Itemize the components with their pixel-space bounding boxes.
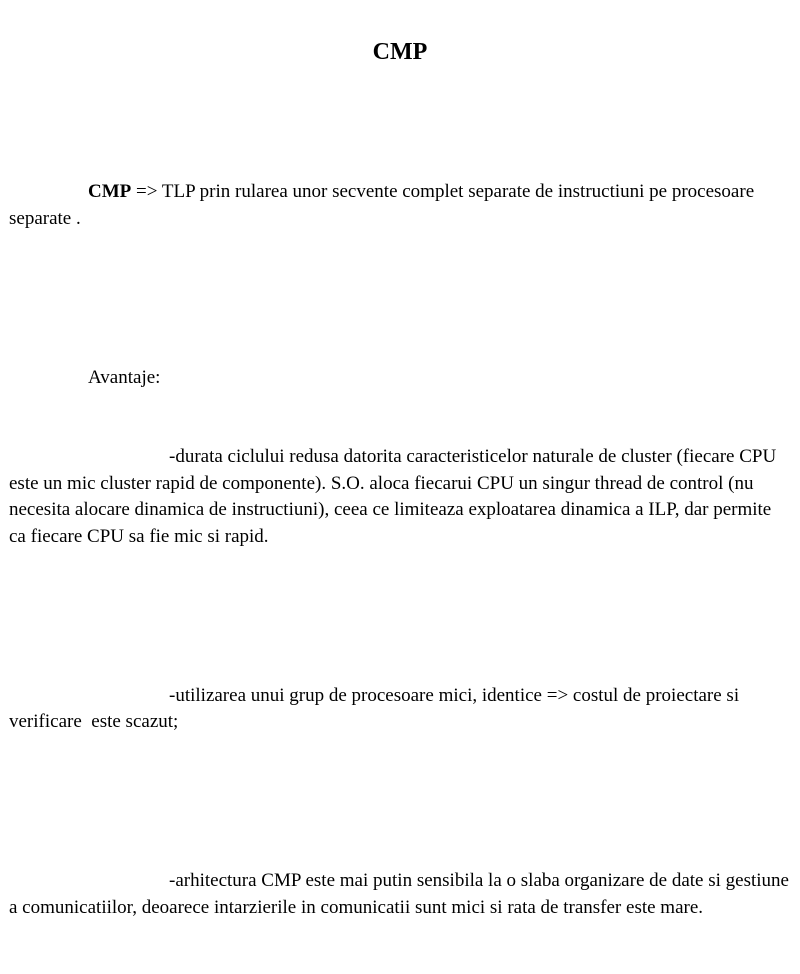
advantage-item-2-text: -utilizarea unui grup de procesoare mici, identice => costul de proiectare si verificare este scazut;: [9, 684, 744, 732]
intro-paragraph: [9, 179, 789, 232]
spacer: [9, 285, 789, 312]
spacer: [9, 603, 789, 630]
advantage-item-1-text: -durata ciclului redusa datorita caracteristicelor naturale de cluster (fiecare CPU este un mic cluster rapid de componente). S.O. aloca fiecarui CPU un singur thread de control (nu necesita alocare dinamica de instructiuni), ceea ce limiteaza exploatarea dinamica a ILP, dar permite ca fiecare CPU sa fie mic si rapid.: [9, 446, 781, 547]
advantage-item-1: [9, 444, 789, 550]
advantage-item-2: [9, 683, 789, 736]
advantage-item-3-text: -arhitectura CMP este mai putin sensibila la o slaba organizare de date si gestiune a comunicatiilor, deoarece intarzierile in comunicatii sunt mici si rata de transfer este mare.: [9, 870, 794, 918]
slide-title: CMP: [372, 39, 428, 65]
spacer: [9, 789, 789, 816]
intro-text: => TLP prin rularea unor secvente complet separate de instructiuni pe procesoare separate .: [9, 181, 759, 229]
advantage-item-3: [9, 868, 794, 921]
advantages-heading: [9, 365, 789, 392]
slide-body: [9, 126, 794, 974]
intro-term: CMP: [88, 181, 132, 202]
advantages-heading-text: Avantaje:: [88, 366, 161, 388]
